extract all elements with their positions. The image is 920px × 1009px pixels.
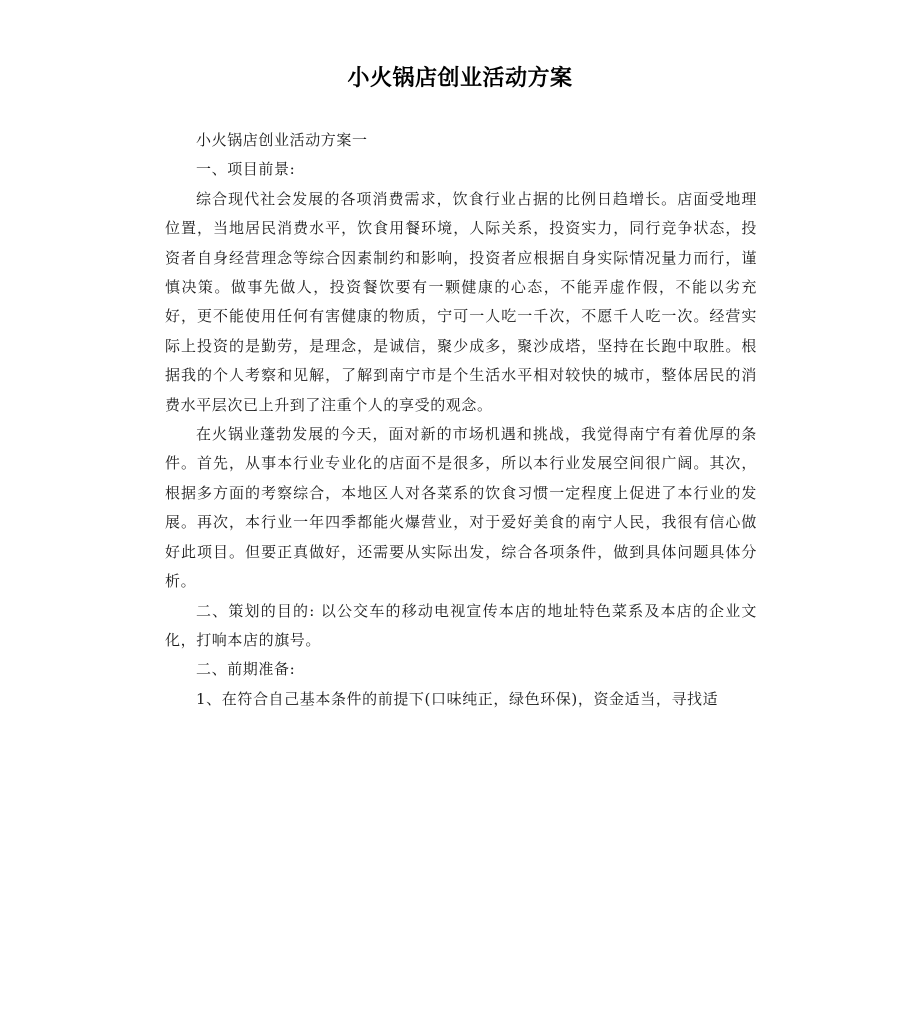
paragraph-heading-preparation: 二、前期准备: bbox=[196, 660, 296, 679]
paragraph-subtitle: 小火锅店创业活动方案一 bbox=[196, 131, 368, 149]
document-title: 小火锅店创业活动方案 bbox=[347, 66, 573, 91]
paragraph-market-analysis: 在火锅业蓬勃发展的今天，面对新的市场机遇和挑战，我觉得南宁有着优厚的条件。首先，从事本行业专业化的店面不是很多，所以本行业发展空间很广阔。其次，根据多方面的考察综合，本地区人对各菜系的饮食习惯一定程度上促进了本行业的发展。再次，本行业一年四季都能火爆营业，对于爱好美食的南宁人民，我很有信心做好此项目。但要正真做好，还需要从实际出发，综合各项条件，做到具体问题具体分析。 bbox=[165, 425, 757, 591]
document-body bbox=[165, 126, 757, 714]
paragraph-planning-purpose: 二、策划的目的: 以公交车的移动电视宣传本店的地址特色菜系及本店的企业文化，打响本店的旗号。 bbox=[165, 601, 757, 649]
paragraph-heading-project-prospect: 一、项目前景: bbox=[196, 160, 296, 179]
paragraph-project-prospect-body: 综合现代社会发展的各项消费需求，饮食行业占据的比例日趋增长。店面受地理位置，当地居民消费水平，饮食用餐环境，人际关系，投资实力，同行竞争状态，投资者自身经营理念等综合因素制约和影响，投资者应根据自身实际情况量力而行，谨慎决策。做事先做人，投资餐饮要有一颗健康的心态，不能弄虚作假，不能以劣充好，更不能使用任何有害健康的物质，宁可一人吃一千次，不愿千人吃一次。经营实际上投资的是勤劳，是理念，是诚信，聚少成多，聚沙成塔，坚持在长跑中取胜。根据我的个人考察和见解，了解到南宁市是个生活水平相对较快的城市，整体居民的消费水平层次已上升到了注重个人的享受的观念。 bbox=[165, 189, 757, 414]
paragraph-preparation-item-1: 1、在符合自己基本条件的前提下(口味纯正，绿色环保)，资金适当，寻找适 bbox=[196, 689, 719, 708]
